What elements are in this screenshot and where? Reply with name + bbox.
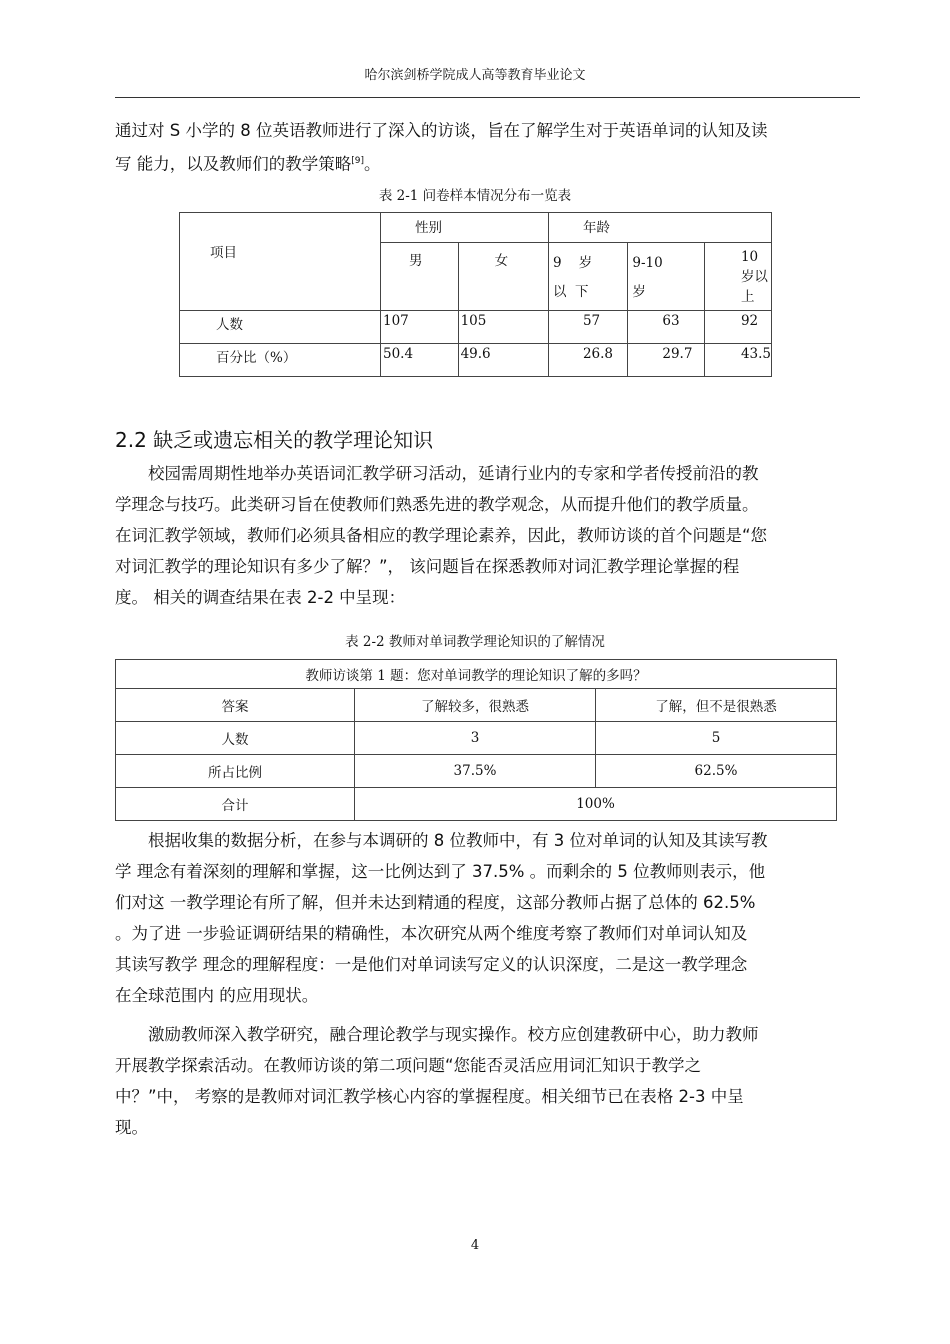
table1-cell: 50.4: [380, 344, 458, 377]
table1-cell: 26.8: [548, 344, 627, 377]
section-heading: [115, 424, 433, 453]
table1-cell: 49.6: [458, 344, 548, 377]
table1-cell: 29.7: [628, 344, 705, 377]
section-paragraph: [115, 458, 860, 613]
table2-row-label: 所占比例: [116, 755, 355, 788]
table2-cell: 62.5%: [596, 755, 837, 788]
intro-line-2-end: 。: [364, 154, 381, 174]
table2-col-a: 了解较多，很熟悉: [355, 689, 596, 722]
table2-caption: 表 2-2 教师对单词教学理论知识的了解情况: [345, 634, 605, 650]
analysis-line: 学 理念有着深刻的理解和掌握，这一比例达到了 37.5% 。而剩余的 5 位教师则表示，他: [115, 862, 766, 881]
table-row: [180, 344, 772, 377]
table1-cell: 57: [548, 311, 627, 344]
table-row: [116, 755, 837, 788]
table2-total-value: 100%: [355, 788, 837, 821]
encourage-line: 中？”中， 考察的是教师对词汇教学核心内容的掌握程度。相关细节已在表格 2-3 中呈: [115, 1087, 744, 1106]
table1-male: 男: [380, 243, 458, 311]
table-row: [116, 722, 837, 755]
section-title: 2.2 缺乏或遗忘相关的教学理论知识: [115, 428, 434, 452]
table2-col-answer: 答案: [116, 689, 355, 722]
table1-cell: 43.5: [704, 344, 771, 377]
analysis-line: 根据收集的数据分析，在参与本调研的 8 位教师中，有 3 位对单词的认知及其读写教: [148, 831, 768, 850]
table2-cell: 5: [596, 722, 837, 755]
citation: [9]: [351, 156, 364, 166]
table-row: [116, 788, 837, 821]
table1-age-header: 年龄: [548, 213, 771, 243]
table2-total-label: 合计: [116, 788, 355, 821]
intro-line-2: [115, 146, 860, 180]
section-line: 学理念与技巧。此类研习旨在使教师们熟悉先进的教学观念，从而提升他们的教学质量。: [115, 495, 759, 514]
table2-col-b: 了解，但不是很熟悉: [596, 689, 837, 722]
table2-row-label: 人数: [116, 722, 355, 755]
table1-age-9-10: 9-10 岁: [628, 243, 705, 311]
encourage-line: 现。: [115, 1118, 148, 1137]
table1-row-label: 人数: [180, 311, 381, 344]
encourage-line: 激励教师深入教学研究，融合理论教学与现实操作。校方应创建教研中心，助力教师: [148, 1025, 759, 1044]
section-line: 校园需周期性地举办英语词汇教学研习活动，延请行业内的专家和学者传授前沿的教: [148, 464, 759, 483]
section-line: 度。 相关的调查结果在表 2-2 中呈现：: [115, 588, 406, 607]
analysis-line: 们对这 一教学理论有所了解，但并未达到精通的程度，这部分教师占据了总体的 62.5%: [115, 893, 756, 912]
intro-line-1: 通过对 S 小学的 8 位英语教师进行了深入的访谈，旨在了解学生对于英语单词的认知及读: [115, 121, 768, 140]
table1-cell: 107: [380, 311, 458, 344]
section-line: 对词汇教学的理论知识有多少了解？”， 该问题旨在探悉教师对词汇教学理论掌握的程: [115, 557, 740, 576]
analysis-line: 。为了进 一步验证调研结果的精确性，本次研究从两个维度考察了教师们对单词认知及: [115, 924, 748, 943]
table1-female: 女: [458, 243, 548, 311]
table1-age-over10: 10 岁以上: [704, 243, 771, 311]
table1-age-under9: 9 岁 以 下: [548, 243, 627, 311]
page-number: 4: [470, 1238, 480, 1253]
table-2-2: [115, 659, 837, 821]
intro-paragraph: [115, 115, 860, 180]
table2-cell: 3: [355, 722, 596, 755]
analysis-paragraph: [115, 825, 860, 1011]
table1-gender-header: 性别: [380, 213, 548, 243]
table1-caption: 表 2-1 问卷样本情况分布一览表: [378, 188, 572, 204]
table1-cell: 63: [628, 311, 705, 344]
section-line: 在词汇教学领域，教师们必须具备相应的教学理论素养，因此，教师访谈的首个问题是“您: [115, 526, 768, 545]
table-2-1: [179, 212, 772, 377]
table-row: [180, 311, 772, 344]
page-header: 哈尔滨剑桥学院成人高等教育毕业论文: [364, 68, 586, 83]
analysis-line: 在全球范围内 的应用现状。: [115, 986, 319, 1005]
encourage-paragraph: [115, 1019, 860, 1143]
table2-cell: 37.5%: [355, 755, 596, 788]
analysis-line: 其读写教学 理念的理解程度：一是他们对单词读写定义的认识深度，二是这一教学理念: [115, 955, 748, 974]
encourage-line: 开展教学探索活动。在教师访谈的第二项问题“您能否灵活应用词汇知识于教学之: [115, 1056, 702, 1075]
table1-row-label: 百分比（%）: [180, 344, 381, 377]
table1-cell: 105: [458, 311, 548, 344]
table1-cell: 92: [704, 311, 771, 344]
intro-line-2-text: 写 能力，以及教师们的教学策略: [115, 154, 352, 174]
header-rule: [115, 97, 860, 98]
table2-question: 教师访谈第 1 题：您对单词教学的理论知识了解的多吗？: [116, 660, 837, 689]
table1-item-header: 项目: [180, 213, 381, 311]
